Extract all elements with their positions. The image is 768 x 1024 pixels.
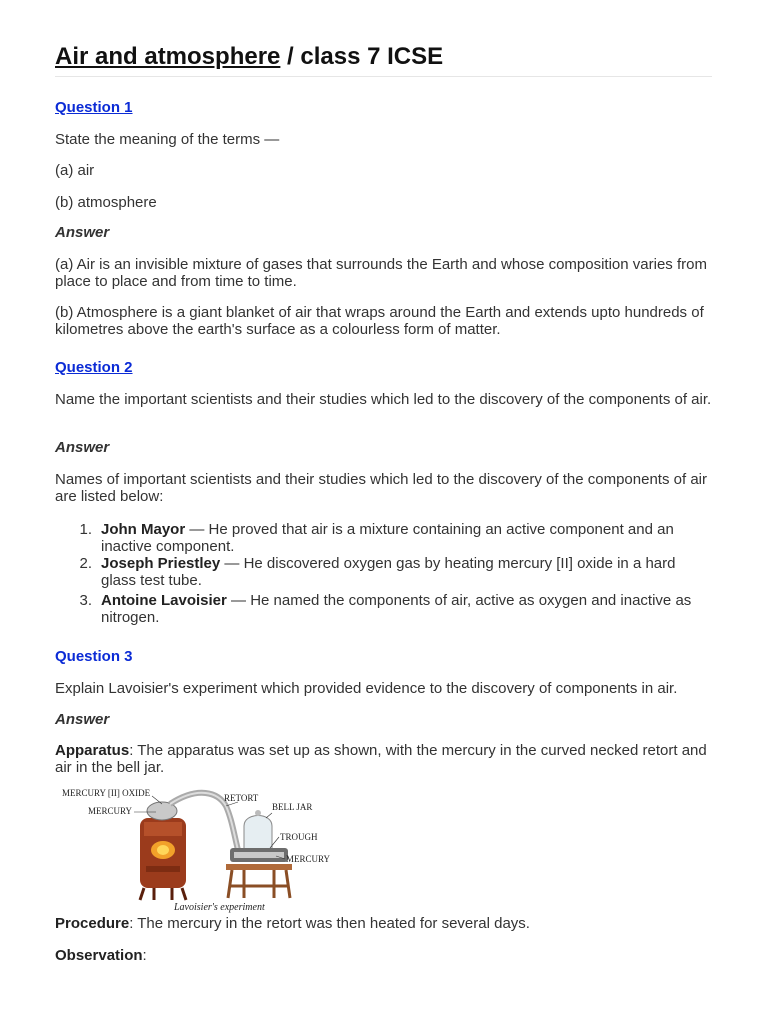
label-mercury-left: MERCURY — [88, 806, 133, 816]
list-number: 3. — [79, 592, 92, 609]
page-title — [55, 40, 712, 77]
lavoisier-experiment-figure — [58, 786, 334, 916]
apparatus-label: Apparatus — [55, 742, 130, 759]
q3-observation — [55, 947, 715, 964]
label-trough: TROUGH — [280, 832, 318, 842]
label-mercury-right: MERCURY — [286, 854, 331, 864]
q2-answer-intro: Names of important scientists and their studies which led to the discovery of the components of air are listed below: — [55, 471, 707, 505]
procedure-label: Procedure — [55, 915, 130, 932]
list-number: 2. — [79, 555, 92, 572]
scientist-name: Joseph Priestley — [101, 555, 221, 572]
scientist-text: — He discovered oxygen gas by heating mercury [II] oxide in a hard glass test tube. — [101, 555, 676, 589]
stool-icon — [226, 864, 292, 898]
scientist-name: Antoine Lavoisier — [101, 592, 227, 609]
q3-apparatus — [55, 742, 715, 776]
title-link[interactable]: Air and atmosphere — [55, 43, 281, 70]
list-number: 1. — [79, 521, 92, 538]
q1-answer-a: (a) Air is an invisible mixture of gases that surrounds the Earth and whose composition varies from place to place and from time to time. — [55, 256, 707, 290]
figure-caption: Lavoisier's experiment — [174, 902, 265, 913]
label-mercury-oxide: MERCURY [II] OXIDE — [62, 788, 151, 798]
observation-text: : — [142, 947, 147, 964]
question-2-link[interactable]: Question 2 — [55, 359, 133, 376]
q2-answer-label: Answer — [55, 439, 110, 456]
q1-answer-label: Answer — [55, 224, 110, 241]
q1-prompt: State the meaning of the terms — — [55, 131, 280, 148]
q1-answer-b: (b) Atmosphere is a giant blanket of air that wraps around the Earth and extends upto hundreds of kilometres above the earth's surface as a colourless form of matter. — [55, 304, 704, 338]
q3-prompt: Explain Lavoisier's experiment which provided evidence to the discovery of components in air. — [55, 680, 678, 697]
q3-procedure — [55, 915, 715, 932]
scientist-name: John Mayor — [101, 521, 186, 538]
scientist-text: — He proved that air is a mixture containing an active component and an inactive component. — [101, 521, 674, 555]
observation-label: Observation — [55, 947, 143, 964]
label-bell-jar: BELL JAR — [272, 802, 313, 812]
label-retort: RETORT — [224, 793, 259, 803]
q1-term-a: (a) air — [55, 162, 95, 179]
question-3-heading: Question 3 — [55, 648, 133, 665]
furnace-icon — [140, 818, 186, 900]
apparatus-text: : The apparatus was set up as shown, with the mercury in the curved necked retort and air in the bell jar. — [55, 742, 707, 776]
title-suffix: / class 7 ICSE — [280, 43, 444, 70]
q3-answer-label: Answer — [55, 711, 110, 728]
scientist-text: — He named the components of air, active as oxygen and inactive as nitrogen. — [101, 592, 692, 626]
question-1-link[interactable]: Question 1 — [55, 99, 133, 116]
q1-term-b: (b) atmosphere — [55, 194, 157, 211]
q2-prompt: Name the important scientists and their studies which led to the discovery of the components of air. — [55, 391, 712, 408]
procedure-text: : The mercury in the retort was then heated for several days. — [129, 915, 530, 932]
